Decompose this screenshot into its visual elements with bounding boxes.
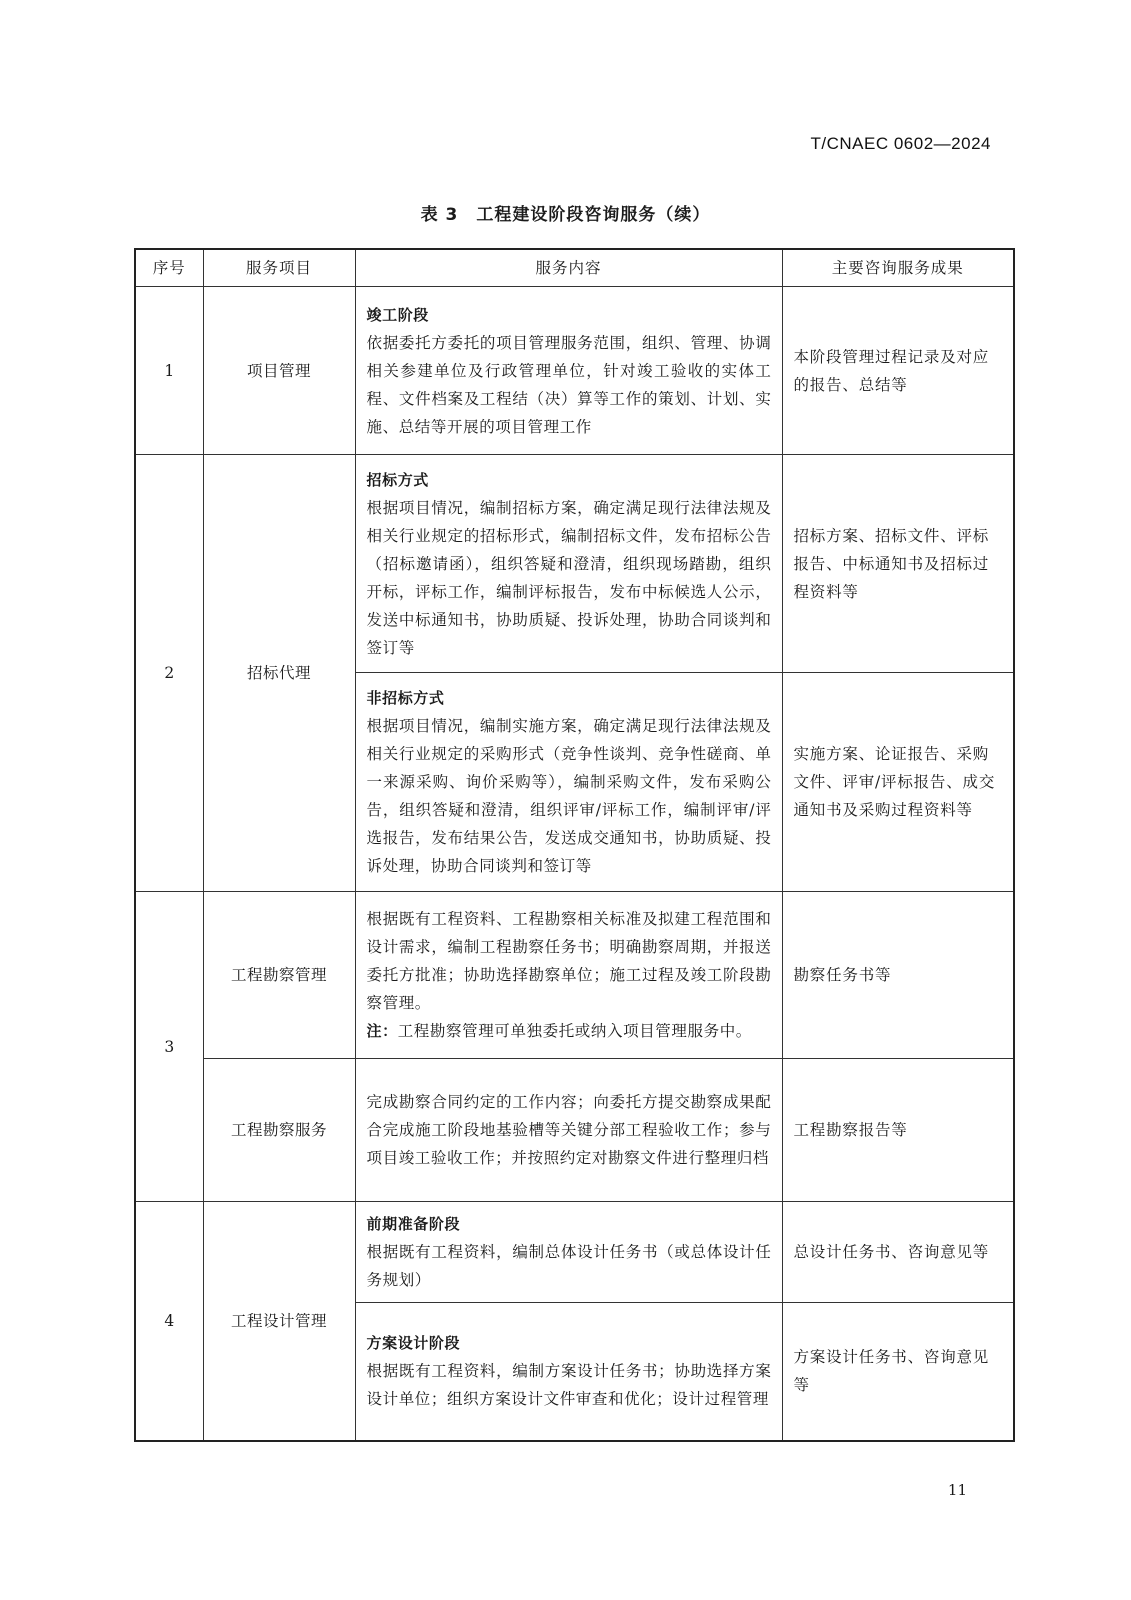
service-result: 实施方案、论证报告、采购文件、评审/评标报告、成交通知书及采购过程资料等 bbox=[782, 673, 1014, 892]
service-result: 招标方案、招标文件、评标报告、中标通知书及招标过程资料等 bbox=[782, 455, 1014, 673]
service-result: 方案设计任务书、咨询意见等 bbox=[782, 1303, 1014, 1441]
content-text: 根据项目情况，编制招标方案，确定满足现行法律法规及相关行业规定的招标形式，编制招标文件，发布招标公告（招标邀请函），组织答疑和澄清，组织现场踏勘，组织开标，评标工作，编制评标报告，发布中标候选人公示，发送中标通知书，协助质疑、投诉处理，协助合同谈判和签订等 bbox=[366, 498, 772, 657]
service-result: 本阶段管理过程记录及对应的报告、总结等 bbox=[782, 287, 1014, 455]
stage-title: 招标方式 bbox=[366, 470, 429, 489]
service-item: 工程勘察管理 bbox=[203, 892, 355, 1059]
content-text: 根据项目情况，编制实施方案，确定满足现行法律法规及相关行业规定的采购形式（竞争性谈判、竞争性磋商、单一来源采购、询价采购等），编制采购文件，发布采购公告，组织答疑和澄清，组织评审/评标工作，编制评审/评选报告，发布结果公告，发送成交通知书，协助质疑、投诉处理，协助合同谈判和签订等 bbox=[366, 717, 772, 875]
table-row bbox=[135, 455, 1014, 673]
table-row bbox=[135, 892, 1014, 1059]
table-row bbox=[135, 287, 1014, 455]
service-content bbox=[355, 1059, 782, 1202]
service-content bbox=[355, 287, 782, 455]
service-content bbox=[355, 1303, 782, 1441]
service-item: 工程勘察服务 bbox=[203, 1059, 355, 1202]
col-header-item: 服务项目 bbox=[203, 249, 355, 287]
col-header-content: 服务内容 bbox=[355, 249, 782, 287]
service-item: 项目管理 bbox=[203, 287, 355, 455]
service-item: 工程设计管理 bbox=[203, 1202, 355, 1441]
consulting-services-table bbox=[134, 248, 1015, 1442]
note-text: 工程勘察管理可单独委托或纳入项目管理服务中。 bbox=[397, 1022, 752, 1040]
row-number: 2 bbox=[135, 455, 203, 892]
service-content bbox=[355, 892, 782, 1059]
service-result: 工程勘察报告等 bbox=[782, 1059, 1014, 1202]
stage-title: 竣工阶段 bbox=[366, 305, 429, 324]
row-number: 1 bbox=[135, 287, 203, 455]
col-header-result: 主要咨询服务成果 bbox=[782, 249, 1014, 287]
standard-code: T/CNAEC 0602—2024 bbox=[810, 134, 991, 153]
content-text: 根据既有工程资料、工程勘察相关标准及拟建工程范围和设计需求，编制工程勘察任务书；明确勘察周期，并报送委托方批准；协助选择勘察单位；施工过程及竣工阶段勘察管理。 bbox=[366, 910, 772, 1012]
stage-title: 方案设计阶段 bbox=[366, 1334, 461, 1353]
service-item: 招标代理 bbox=[203, 455, 355, 892]
service-content bbox=[355, 673, 782, 892]
content-text: 根据既有工程资料，编制总体设计任务书（或总体设计任务规划） bbox=[366, 1243, 772, 1289]
content-text: 依据委托方委托的项目管理服务范围，组织、管理、协调相关参建单位及行政管理单位，针对竣工验收的实体工程、文件档案及工程结（决）算等工作的策划、计划、实施、总结等开展的项目管理工作 bbox=[366, 333, 772, 436]
col-header-no: 序号 bbox=[135, 249, 203, 287]
content-text: 完成勘察合同约定的工作内容；向委托方提交勘察成果配合完成施工阶段地基验槽等关键分部工程验收工作；参与项目竣工验收工作；并按照约定对勘察文件进行整理归档 bbox=[366, 1093, 772, 1167]
table-header-row bbox=[135, 249, 1014, 287]
service-content bbox=[355, 455, 782, 673]
service-result: 勘察任务书等 bbox=[782, 892, 1014, 1059]
content-text: 根据既有工程资料，编制方案设计任务书；协助选择方案设计单位；组织方案设计文件审查和优化；设计过程管理 bbox=[366, 1362, 772, 1409]
page-number: 11 bbox=[947, 1481, 967, 1499]
stage-title: 前期准备阶段 bbox=[366, 1215, 461, 1233]
row-number: 4 bbox=[135, 1202, 203, 1441]
table-row bbox=[135, 1202, 1014, 1303]
stage-title: 非招标方式 bbox=[366, 689, 445, 707]
table-row bbox=[135, 1059, 1014, 1202]
note-label: 注： bbox=[366, 1022, 398, 1040]
service-result: 总设计任务书、咨询意见等 bbox=[782, 1202, 1014, 1303]
service-content bbox=[355, 1202, 782, 1303]
row-number: 3 bbox=[135, 892, 203, 1202]
table-caption: 表 3 工程建设阶段咨询服务（续） bbox=[420, 205, 711, 225]
